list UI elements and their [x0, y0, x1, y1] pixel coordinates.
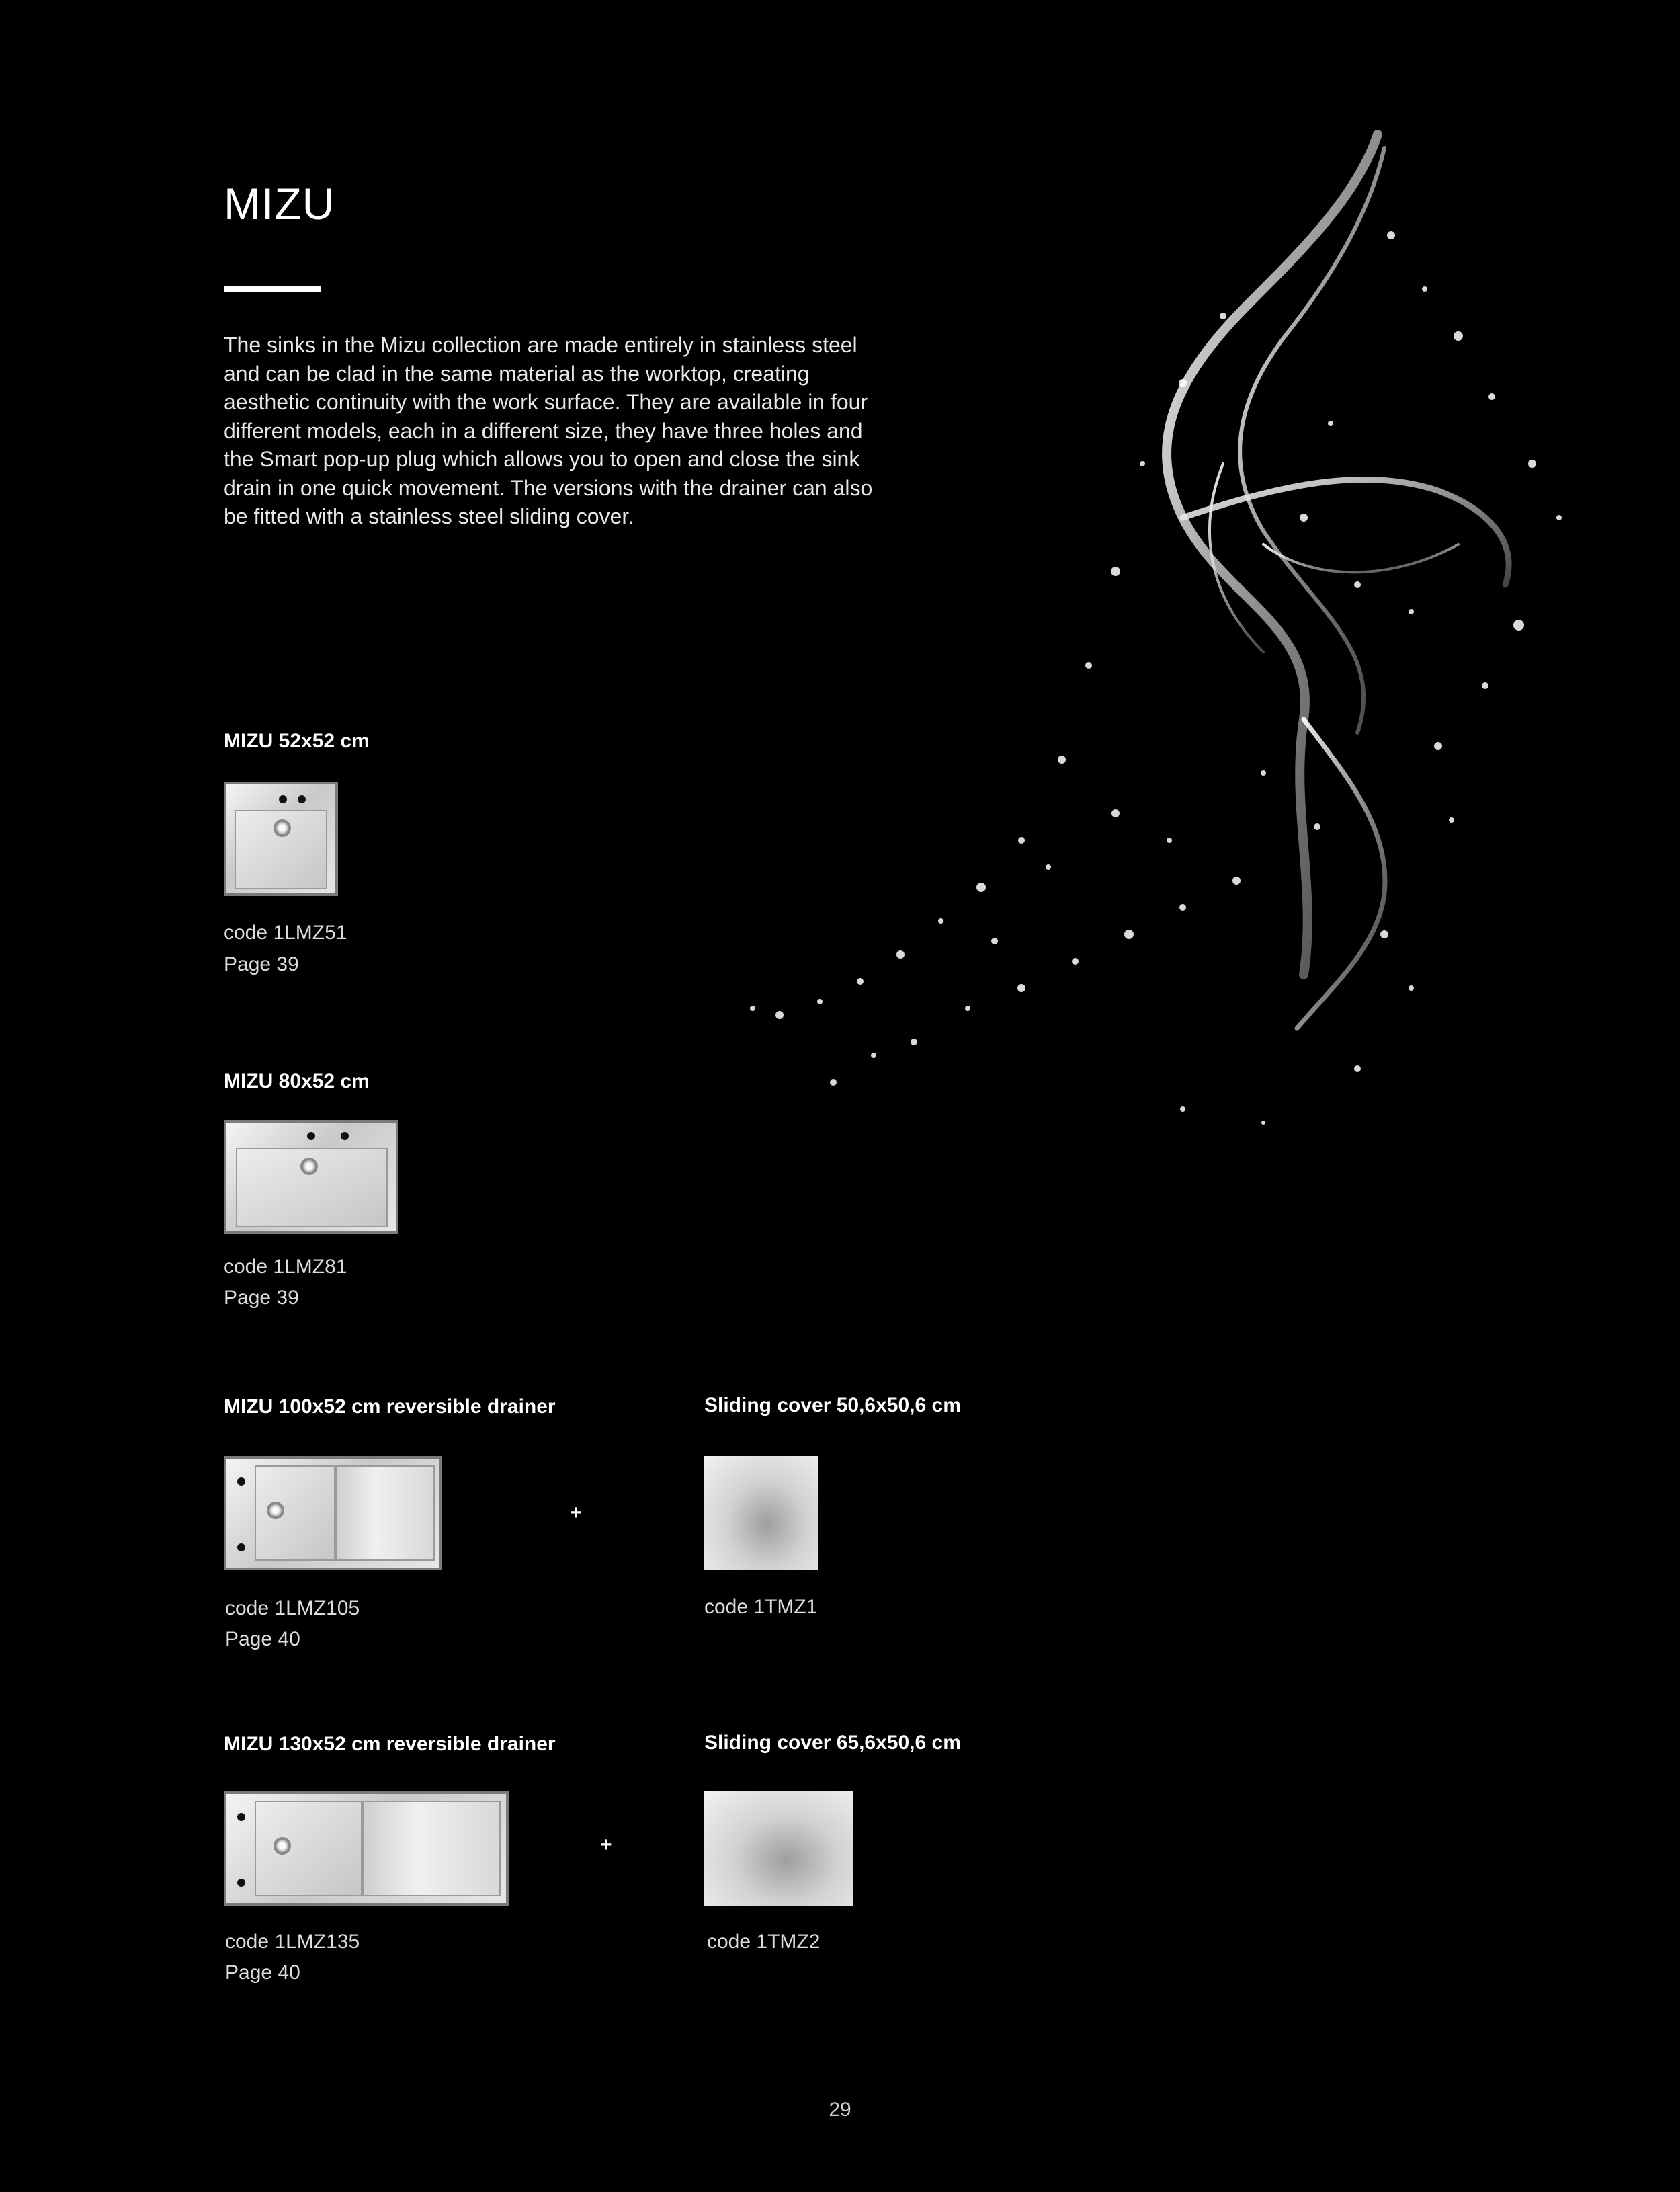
plus-sign: + — [600, 1834, 612, 1856]
intro-text: The sinks in the Mizu collection are made entirely in stainless steel and can be clad in the same material as the worktop, creating aesthetic continuity with the work surface. They are available in four different models, each in a different size, they have three holes and the Smart pop-up plug which allows you to open and close the sink drain in one quick movement. The versions with the drainer can also be fitted with a stainless steel sliding cover. — [224, 333, 873, 528]
sink-icon — [224, 782, 338, 896]
plus-sign: + — [570, 1502, 582, 1524]
cover-heading: Sliding cover 50,6x50,6 cm — [704, 1394, 961, 1416]
product-page: Page 40 — [225, 1961, 300, 1984]
page-title: MIZU — [224, 179, 335, 229]
product-heading: MIZU 130x52 cm reversible drainer — [224, 1733, 556, 1755]
sliding-cover-icon — [704, 1791, 853, 1906]
product-page: Page 40 — [225, 1628, 300, 1650]
water-splash-icon — [712, 114, 1613, 1163]
sink-icon — [224, 1456, 442, 1570]
product-heading: MIZU 52x52 cm — [224, 730, 370, 752]
sink-icon — [224, 1791, 509, 1906]
sliding-cover-icon — [704, 1456, 818, 1570]
product-page: Page 39 — [224, 1287, 299, 1309]
cover-heading: Sliding cover 65,6x50,6 cm — [704, 1732, 961, 1754]
cover-code: code 1TMZ1 — [704, 1596, 818, 1618]
product-page: Page 39 — [224, 953, 299, 975]
sink-icon — [224, 1120, 398, 1234]
title-underline — [224, 286, 321, 292]
product-code: code 1LMZ105 — [225, 1597, 360, 1619]
product-heading: MIZU 100x52 cm reversible drainer — [224, 1395, 556, 1418]
product-heading: MIZU 80x52 cm — [224, 1070, 370, 1092]
product-code: code 1LMZ81 — [224, 1256, 347, 1278]
product-code: code 1LMZ135 — [225, 1931, 360, 1953]
product-code: code 1LMZ51 — [224, 922, 347, 944]
cover-code: code 1TMZ2 — [707, 1931, 821, 1953]
page-number: 29 — [829, 2099, 851, 2121]
